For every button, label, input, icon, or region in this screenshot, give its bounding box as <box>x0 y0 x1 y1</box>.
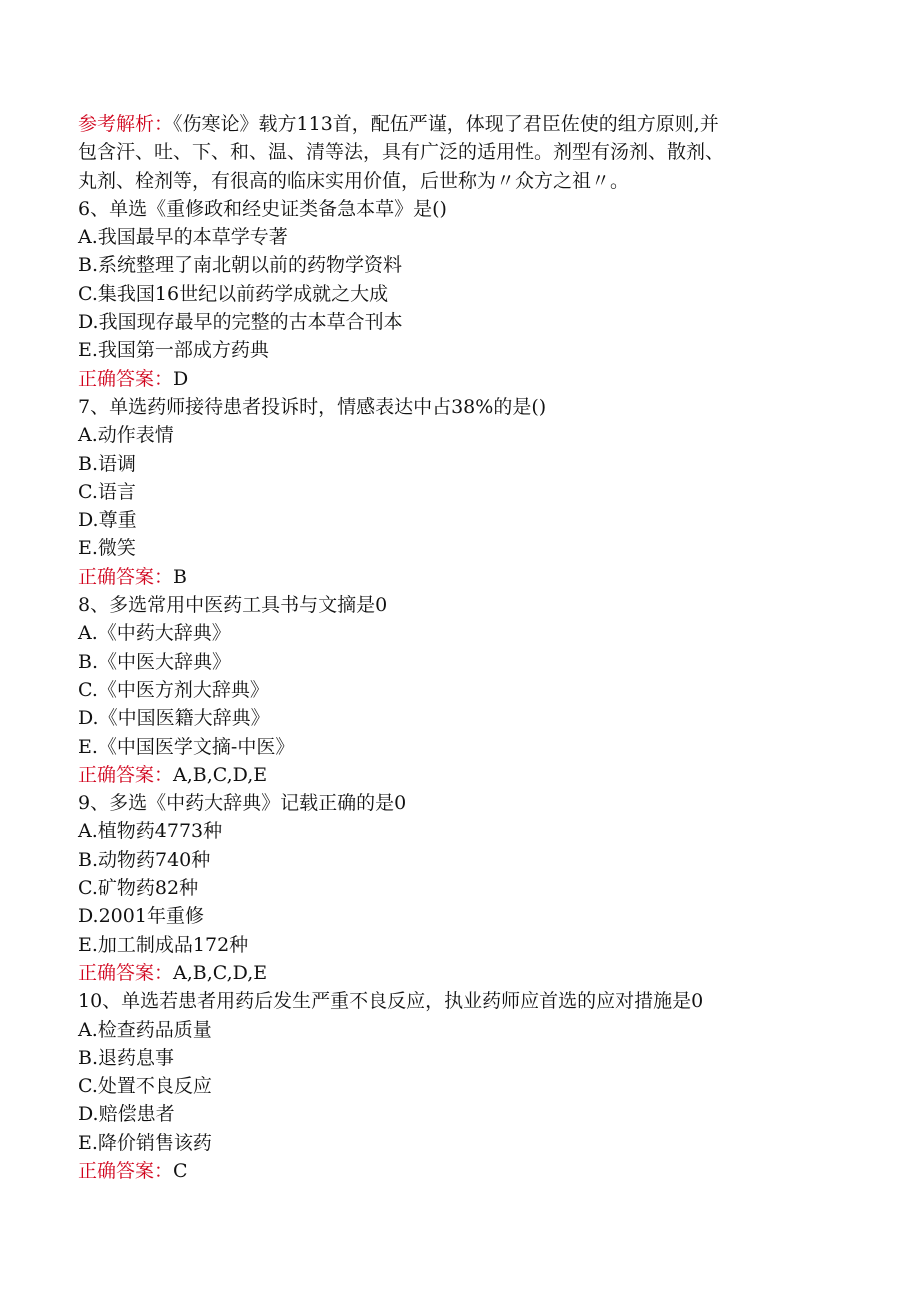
option-a: A.《中药大辞典》 <box>78 622 231 645</box>
answer-value: A,B,C,D,E <box>173 763 268 786</box>
analysis-line <box>78 110 848 138</box>
question-8 <box>78 591 848 789</box>
reference-analysis <box>78 110 848 195</box>
option-c: C.矿物药82种 <box>78 877 199 900</box>
question-stem: 10、单选若患者用药后发生严重不良反应，执业药师应首选的应对措施是0 <box>78 990 704 1013</box>
answer-label: 正确答案： <box>78 367 174 390</box>
analysis-text: 《伤寒论》载方113首，配伍严谨，体现了君臣佐使的组方原则,并 <box>173 113 719 135</box>
answer-label: 正确答案： <box>78 961 174 984</box>
option-c: C.处置不良反应 <box>78 1075 212 1098</box>
question-stem: 9、多选《中药大辞典》记载正确的是0 <box>78 792 407 815</box>
answer-value: D <box>173 367 189 390</box>
answer-line <box>78 959 848 987</box>
option-d: D.2001年重修 <box>78 905 204 928</box>
option-a: A.动作表情 <box>78 424 174 447</box>
option-d: D.《中国医籍大辞典》 <box>78 707 270 730</box>
question-9 <box>78 789 848 987</box>
option-b: B.动物药740种 <box>78 848 211 871</box>
option-c: C.《中医方剂大辞典》 <box>78 678 269 701</box>
option-a: A.检查药品质量 <box>78 1018 212 1041</box>
answer-value: C <box>173 1159 188 1182</box>
option-e: E.我国第一部成方药典 <box>78 339 269 362</box>
answer-value: B <box>173 565 187 588</box>
option-a: A.我国最早的本草学专著 <box>78 226 288 249</box>
answer-line <box>78 1157 848 1185</box>
document-page <box>78 110 848 1185</box>
answer-value: A,B,C,D,E <box>173 961 268 984</box>
question-6 <box>78 195 848 393</box>
answer-line <box>78 563 848 591</box>
option-e: E.微笑 <box>78 537 136 560</box>
question-stem: 6、单选《重修政和经史证类备急本草》是() <box>78 197 447 220</box>
analysis-line: 包含汗、吐、下、和、温、清等法，具有广泛的适用性。剂型有汤剂、散剂、 <box>78 141 725 164</box>
analysis-label: 参考解析： <box>78 113 174 135</box>
option-d: D.赔偿患者 <box>78 1103 175 1126</box>
question-stem: 7、单选药师接待患者投诉时，情感表达中占38%的是() <box>78 395 547 418</box>
option-e: E.加工制成品172种 <box>78 933 249 956</box>
question-7 <box>78 393 848 591</box>
option-d: D.尊重 <box>78 509 137 532</box>
answer-label: 正确答案： <box>78 1159 174 1182</box>
option-b: B.系统整理了南北朝以前的药物学资料 <box>78 254 403 277</box>
answer-label: 正确答案： <box>78 763 174 786</box>
option-c: C.集我国16世纪以前药学成就之大成 <box>78 282 389 305</box>
answer-line <box>78 761 848 789</box>
answer-line <box>78 365 848 393</box>
option-b: B.《中医大辞典》 <box>78 650 232 673</box>
question-10 <box>78 987 848 1185</box>
answer-label: 正确答案： <box>78 565 174 588</box>
option-e: E.降价销售该药 <box>78 1131 212 1154</box>
question-stem: 8、多选常用中医药工具书与文摘是0 <box>78 594 388 617</box>
option-e: E.《中国医学文摘-中医》 <box>78 735 295 758</box>
option-c: C.语言 <box>78 480 136 503</box>
option-a: A.植物药4773种 <box>78 820 223 843</box>
option-b: B.语调 <box>78 452 137 475</box>
analysis-line: 丸剂、栓剂等，有很高的临床实用价值，后世称为〃众方之祖〃。 <box>78 169 630 192</box>
option-b: B.退药息事 <box>78 1046 175 1069</box>
option-d: D.我国现存最早的完整的古本草合刊本 <box>78 311 403 334</box>
